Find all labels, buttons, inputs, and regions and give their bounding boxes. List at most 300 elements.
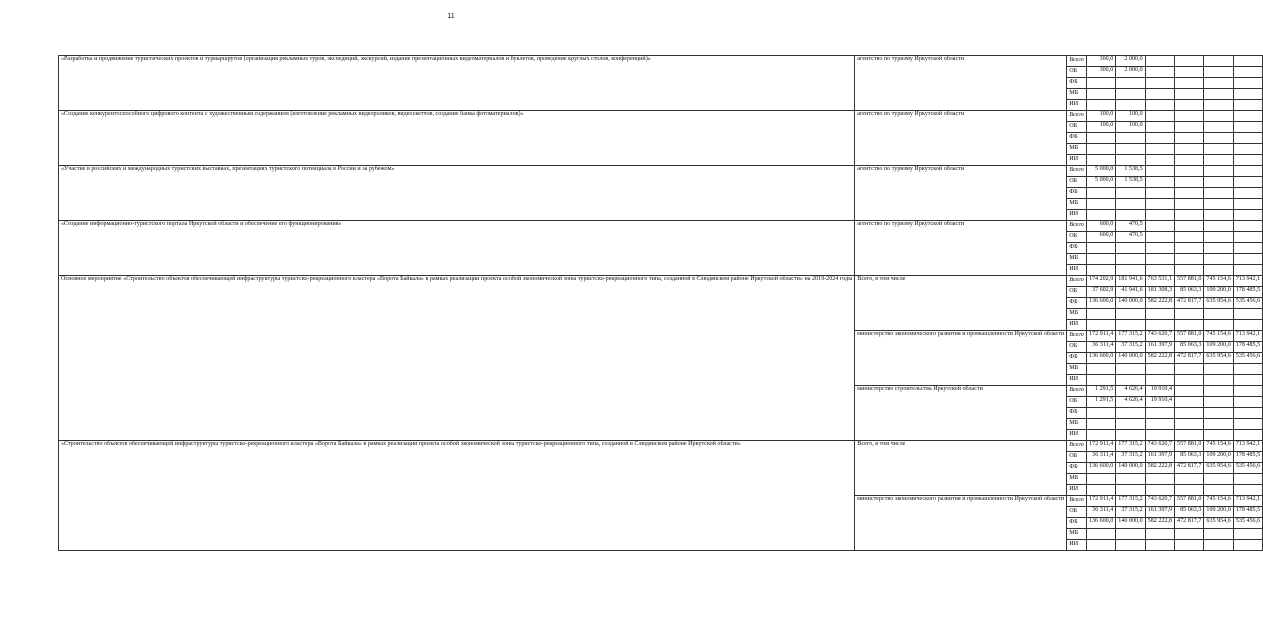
amount-cell [1204,386,1233,397]
amount-cell: 109 200,0 [1204,287,1233,298]
funding-source: ФБ [1067,408,1087,419]
amount-cell [1145,265,1174,276]
amount-cell [1175,188,1204,199]
amount-cell [1116,419,1145,430]
amount-cell: 635 954,6 [1204,298,1233,309]
amount-cell: 19 910,4 [1145,386,1174,397]
amount-cell: 37 315,2 [1116,342,1145,353]
amount-cell: 472 817,7 [1175,298,1204,309]
amount-cell: 472 817,7 [1175,353,1204,364]
amount-cell [1086,364,1115,375]
table-body [59,56,1263,551]
amount-cell [1116,309,1145,320]
amount-cell [1086,188,1115,199]
executor-name: министерство экономического развития и промышленности Иркутской области [855,496,1067,551]
amount-cell [1116,243,1145,254]
amount-cell: 181 308,3 [1145,287,1174,298]
funding-source: ОБ [1067,232,1087,243]
funding-source: Всего [1067,56,1087,67]
funding-source: ИИ [1067,210,1087,221]
amount-cell [1233,243,1262,254]
amount-cell [1086,78,1115,89]
amount-cell [1116,474,1145,485]
amount-cell: 1 291,5 [1086,386,1115,397]
amount-cell [1175,144,1204,155]
amount-cell [1233,254,1262,265]
amount-cell [1116,78,1145,89]
amount-cell [1175,221,1204,232]
executor-name: Всего, в том числе [855,276,1067,331]
amount-cell: 172 911,4 [1086,331,1115,342]
amount-cell: 178 485,5 [1233,452,1262,463]
amount-cell [1116,89,1145,100]
funding-source: ИИ [1067,100,1087,111]
amount-cell [1145,364,1174,375]
amount-cell: 713 942,1 [1233,331,1262,342]
amount-cell: 36 311,4 [1086,507,1115,518]
amount-cell: 161 397,9 [1145,452,1174,463]
amount-cell [1233,485,1262,496]
funding-source: МБ [1067,199,1087,210]
funding-source: Всего [1067,111,1087,122]
executor-name: агентство по туризму Иркутской области [855,166,1067,221]
amount-cell [1204,540,1233,551]
amount-cell: 161 397,9 [1145,507,1174,518]
amount-cell [1175,111,1204,122]
amount-cell [1175,430,1204,441]
amount-cell: 85 063,3 [1175,452,1204,463]
amount-cell [1175,386,1204,397]
funding-source: Всего [1067,166,1087,177]
amount-cell: 763 531,1 [1145,276,1174,287]
amount-cell [1175,56,1204,67]
executor-name: министерство строительства Иркутской области [855,386,1067,441]
amount-cell [1145,221,1174,232]
amount-cell: 177 315,2 [1116,441,1145,452]
amount-cell [1233,199,1262,210]
amount-cell [1086,408,1115,419]
amount-cell: 713 942,1 [1233,441,1262,452]
amount-cell [1175,122,1204,133]
funding-source: ИИ [1067,430,1087,441]
amount-cell: 4 626,4 [1116,397,1145,408]
activity-title: «Участие в российских и международных туристских выставках, презентациях туристского потенциала в России и за рубежом» [59,166,855,221]
funding-source: ОБ [1067,452,1087,463]
amount-cell [1175,243,1204,254]
amount-cell [1233,397,1262,408]
amount-cell [1145,111,1174,122]
amount-cell [1086,144,1115,155]
amount-cell: 2 000,0 [1116,56,1145,67]
amount-cell [1204,529,1233,540]
amount-cell [1086,265,1115,276]
funding-source: ФБ [1067,298,1087,309]
amount-cell [1145,56,1174,67]
amount-cell [1086,430,1115,441]
amount-cell: 136 600,0 [1086,353,1115,364]
amount-cell [1233,375,1262,386]
amount-cell [1204,144,1233,155]
amount-cell [1204,221,1233,232]
amount-cell [1204,155,1233,166]
amount-cell: 37 315,2 [1116,452,1145,463]
amount-cell [1204,254,1233,265]
funding-source: ОБ [1067,122,1087,133]
amount-cell [1204,408,1233,419]
amount-cell [1086,100,1115,111]
amount-cell: 136 600,0 [1086,463,1115,474]
amount-cell: 177 315,2 [1116,331,1145,342]
amount-cell [1116,188,1145,199]
amount-cell [1116,254,1145,265]
funding-source: ФБ [1067,243,1087,254]
funding-source: ИИ [1067,485,1087,496]
amount-cell: 557 881,0 [1175,441,1204,452]
amount-cell [1116,375,1145,386]
amount-cell: 745 154,6 [1204,276,1233,287]
executor-name: министерство экономического развития и промышленности Иркутской области [855,331,1067,386]
amount-cell: 100,0 [1086,122,1115,133]
amount-cell [1116,155,1145,166]
funding-source: МБ [1067,89,1087,100]
amount-cell [1116,430,1145,441]
amount-cell [1233,144,1262,155]
amount-cell [1145,188,1174,199]
amount-cell [1233,177,1262,188]
amount-cell [1175,210,1204,221]
amount-cell [1086,529,1115,540]
funding-source: Всего [1067,331,1087,342]
amount-cell [1233,188,1262,199]
amount-cell [1145,155,1174,166]
activity-title: «Создание информационно-туристского портала Иркутской области и обеспечение его функционирования» [59,221,855,276]
amount-cell [1233,474,1262,485]
amount-cell [1204,364,1233,375]
amount-cell: 19 910,4 [1145,397,1174,408]
amount-cell: 136 600,0 [1086,298,1115,309]
amount-cell [1145,430,1174,441]
amount-cell: 300,0 [1086,67,1115,78]
amount-cell [1175,265,1204,276]
amount-cell [1204,177,1233,188]
amount-cell [1175,529,1204,540]
amount-cell [1145,474,1174,485]
funding-source: ИИ [1067,375,1087,386]
funding-source: ФБ [1067,353,1087,364]
amount-cell [1145,100,1174,111]
amount-cell [1175,408,1204,419]
amount-cell [1233,221,1262,232]
amount-cell: 557 881,0 [1175,331,1204,342]
amount-cell [1145,254,1174,265]
amount-cell: 178 485,5 [1233,507,1262,518]
amount-cell [1145,133,1174,144]
amount-cell [1204,419,1233,430]
amount-cell [1086,540,1115,551]
amount-cell [1086,254,1115,265]
amount-cell [1175,254,1204,265]
amount-cell [1204,375,1233,386]
amount-cell [1175,155,1204,166]
amount-cell [1116,210,1145,221]
table-row [59,276,1263,287]
executor-name: агентство по туризму Иркутской области [855,111,1067,166]
amount-cell [1116,133,1145,144]
amount-cell [1233,430,1262,441]
funding-source: Всего [1067,221,1087,232]
amount-cell: 177 315,2 [1116,496,1145,507]
amount-cell: 535 456,6 [1233,463,1262,474]
amount-cell: 1 538,5 [1116,177,1145,188]
table-row [59,56,1263,67]
amount-cell [1086,89,1115,100]
table-row [59,221,1263,232]
amount-cell [1204,243,1233,254]
amount-cell [1204,111,1233,122]
amount-cell [1175,474,1204,485]
amount-cell: 100,0 [1116,122,1145,133]
amount-cell: 582 222,8 [1145,298,1174,309]
amount-cell [1204,188,1233,199]
amount-cell [1204,122,1233,133]
executor-name: агентство по туризму Иркутской области [855,56,1067,111]
funding-source: ИИ [1067,265,1087,276]
amount-cell [1204,309,1233,320]
amount-cell [1086,485,1115,496]
amount-cell [1145,122,1174,133]
amount-cell [1233,265,1262,276]
amount-cell: 300,0 [1086,56,1115,67]
amount-cell: 37 315,2 [1116,507,1145,518]
amount-cell: 745 154,6 [1204,331,1233,342]
funding-source: ФБ [1067,188,1087,199]
amount-cell [1204,100,1233,111]
amount-cell: 100,0 [1116,111,1145,122]
amount-cell: 109 200,0 [1204,507,1233,518]
amount-cell [1233,166,1262,177]
amount-cell [1175,320,1204,331]
amount-cell [1175,309,1204,320]
amount-cell: 37 602,9 [1086,287,1115,298]
executor-name: Всего, в том числе [855,441,1067,496]
amount-cell: 100,0 [1086,111,1115,122]
amount-cell [1233,210,1262,221]
amount-cell: 140 000,0 [1116,353,1145,364]
amount-cell: 109 200,0 [1204,342,1233,353]
amount-cell: 85 063,3 [1175,287,1204,298]
amount-cell: 109 200,0 [1204,452,1233,463]
amount-cell: 600,0 [1086,232,1115,243]
amount-cell: 85 063,3 [1175,507,1204,518]
amount-cell [1175,199,1204,210]
amount-cell [1086,210,1115,221]
amount-cell [1204,89,1233,100]
amount-cell [1204,485,1233,496]
amount-cell [1175,67,1204,78]
funding-source: ФБ [1067,78,1087,89]
amount-cell [1204,265,1233,276]
funding-source: ФБ [1067,463,1087,474]
amount-cell [1233,155,1262,166]
funding-source: МБ [1067,529,1087,540]
amount-cell: 713 942,1 [1233,496,1262,507]
amount-cell [1116,320,1145,331]
amount-cell [1175,89,1204,100]
amount-cell [1175,232,1204,243]
amount-cell: 472 817,7 [1175,463,1204,474]
amount-cell: 635 954,6 [1204,518,1233,529]
amount-cell: 635 954,6 [1204,353,1233,364]
amount-cell [1086,375,1115,386]
amount-cell: 140 000,0 [1116,463,1145,474]
amount-cell [1145,309,1174,320]
executor-name: агентство по туризму Иркутской области [855,221,1067,276]
funding-source: ОБ [1067,287,1087,298]
amount-cell [1175,419,1204,430]
funding-source: МБ [1067,474,1087,485]
amount-cell [1086,474,1115,485]
amount-cell: 174 202,9 [1086,276,1115,287]
amount-cell: 140 000,0 [1116,298,1145,309]
amount-cell [1145,232,1174,243]
funding-source: МБ [1067,144,1087,155]
page-number: 11 [447,13,455,20]
amount-cell: 36 311,4 [1086,342,1115,353]
amount-cell: 713 942,1 [1233,276,1262,287]
amount-cell [1233,89,1262,100]
amount-cell [1145,540,1174,551]
funding-source: ОБ [1067,507,1087,518]
amount-cell [1204,133,1233,144]
amount-cell [1116,265,1145,276]
amount-cell [1116,199,1145,210]
amount-cell [1086,320,1115,331]
amount-cell [1233,232,1262,243]
amount-cell: 1 538,5 [1116,166,1145,177]
amount-cell [1204,199,1233,210]
amount-cell [1145,166,1174,177]
amount-cell [1204,320,1233,331]
amount-cell [1204,166,1233,177]
amount-cell: 172 911,4 [1086,496,1115,507]
activity-title: «Строительство объектов обеспечивающей инфраструктуры туристско-рекреационного кластера «Ворота Байкала» в рамках реализации проекта особой экономической зоны туристско-рекреационного типа, созданной в Слюдянском районе Иркутской области» [59,441,855,551]
amount-cell: 472 817,7 [1175,518,1204,529]
amount-cell [1145,320,1174,331]
amount-cell [1145,67,1174,78]
amount-cell [1204,232,1233,243]
amount-cell: 181 941,6 [1116,276,1145,287]
amount-cell: 743 620,7 [1145,331,1174,342]
funding-source: ИИ [1067,540,1087,551]
amount-cell [1145,199,1174,210]
activity-title: Основное мероприятие «Строительство объектов обеспечивающей инфраструктуры туристско-рекреационного кластера «Ворота Байкала» в рамках реализации проекта особой экономической зоны туристско-рекреационного типа, созданной в Слюдянском районе Иркутской области» на 2019-2024 годы [59,276,855,441]
amount-cell: 635 954,6 [1204,463,1233,474]
amount-cell [1145,485,1174,496]
amount-cell [1233,529,1262,540]
amount-cell: 161 397,9 [1145,342,1174,353]
amount-cell [1204,67,1233,78]
funding-source: МБ [1067,419,1087,430]
amount-cell [1145,144,1174,155]
funding-source: МБ [1067,254,1087,265]
amount-cell: 745 154,6 [1204,496,1233,507]
amount-cell [1086,309,1115,320]
amount-cell: 5 000,0 [1086,177,1115,188]
funding-source: ОБ [1067,177,1087,188]
amount-cell: 743 620,7 [1145,496,1174,507]
activity-title: «Разработка и продвижение туристических проектов и турмаршрутов (организация рекламных туров, экспедиций, экскурсий, издание презентационных видеоматериалов и буклетов, проведение круглых столов, конференций)» [59,56,855,111]
amount-cell [1175,485,1204,496]
amount-cell: 1 291,5 [1086,397,1115,408]
amount-cell [1086,419,1115,430]
amount-cell [1175,540,1204,551]
amount-cell [1233,100,1262,111]
table-row [59,166,1263,177]
funding-source: Всего [1067,441,1087,452]
amount-cell [1145,78,1174,89]
amount-cell [1204,430,1233,441]
amount-cell [1145,210,1174,221]
amount-cell [1175,133,1204,144]
amount-cell [1116,408,1145,419]
amount-cell: 745 154,6 [1204,441,1233,452]
amount-cell [1145,375,1174,386]
funding-source: Всего [1067,386,1087,397]
amount-cell [1145,89,1174,100]
amount-cell [1145,408,1174,419]
amount-cell [1233,78,1262,89]
amount-cell [1175,364,1204,375]
amount-cell [1204,474,1233,485]
amount-cell: 582 222,8 [1145,353,1174,364]
amount-cell [1233,133,1262,144]
amount-cell [1204,56,1233,67]
budget-table [58,55,1263,551]
amount-cell [1175,375,1204,386]
amount-cell [1233,67,1262,78]
amount-cell [1233,56,1262,67]
activity-title: «Создание конкурентоспособного цифрового контента с художественным содержанием (изготовление рекламных видеороликов, видеоскетчов, создание банка фотоматериалов)» [59,111,855,166]
amount-cell [1204,397,1233,408]
amount-cell: 470,5 [1116,221,1145,232]
funding-source: Всего [1067,276,1087,287]
amount-cell: 535 456,6 [1233,298,1262,309]
amount-cell: 582 222,8 [1145,518,1174,529]
amount-cell [1204,210,1233,221]
amount-cell: 557 881,0 [1175,496,1204,507]
amount-cell: 582 222,8 [1145,463,1174,474]
amount-cell: 5 000,0 [1086,166,1115,177]
amount-cell [1086,155,1115,166]
amount-cell [1116,540,1145,551]
amount-cell: 178 485,5 [1233,287,1262,298]
amount-cell [1233,111,1262,122]
amount-cell [1175,166,1204,177]
amount-cell: 4 626,4 [1116,386,1145,397]
amount-cell [1233,309,1262,320]
amount-cell: 470,5 [1116,232,1145,243]
amount-cell [1233,540,1262,551]
amount-cell [1175,177,1204,188]
amount-cell: 2 000,0 [1116,67,1145,78]
funding-source: ФБ [1067,518,1087,529]
table-row [59,111,1263,122]
funding-source: ОБ [1067,67,1087,78]
amount-cell [1233,419,1262,430]
amount-cell [1175,100,1204,111]
funding-source: МБ [1067,309,1087,320]
amount-cell [1175,397,1204,408]
